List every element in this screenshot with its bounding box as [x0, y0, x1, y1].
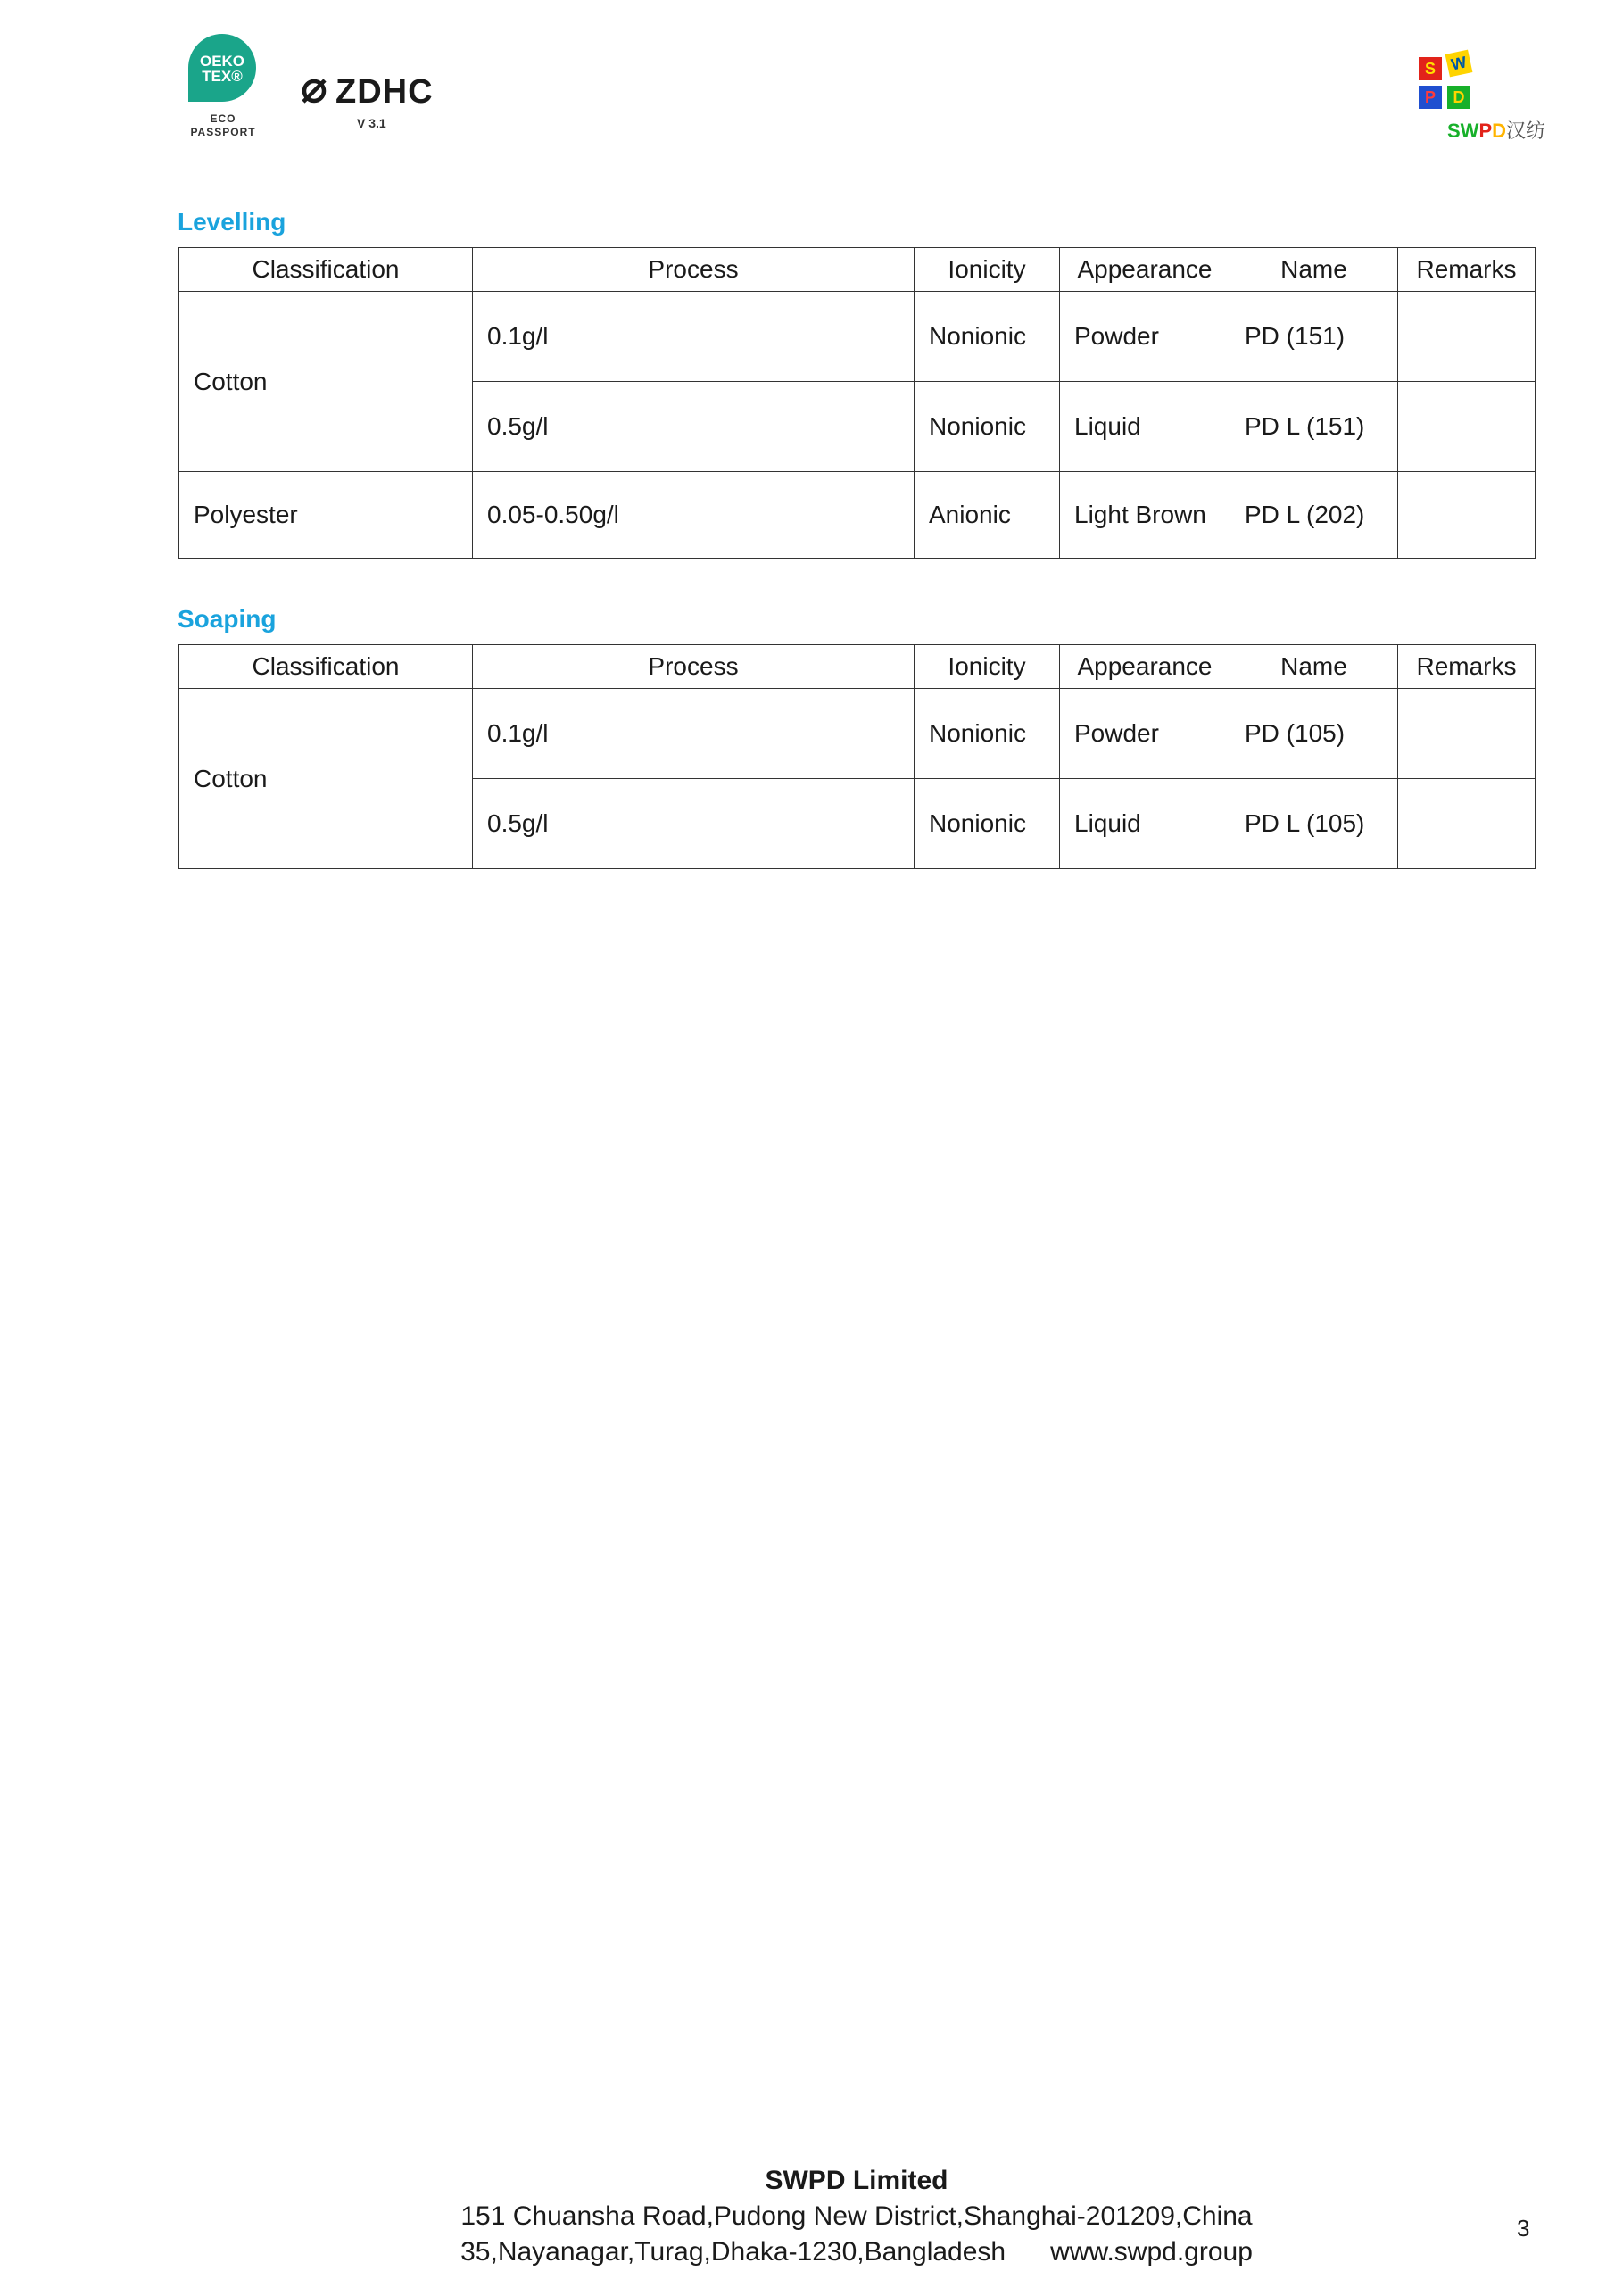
- page-footer: [357, 2163, 1356, 2270]
- remarks-cell: [1398, 382, 1536, 472]
- ionicity-cell: Nonionic: [915, 292, 1060, 382]
- appearance-cell: Powder: [1060, 689, 1230, 779]
- oeko-logo-line4: PASSPORT: [190, 126, 256, 138]
- page-number: 3: [1517, 2215, 1530, 2242]
- appearance-cell: Light Brown: [1060, 472, 1230, 559]
- levelling-title: Levelling: [178, 208, 286, 236]
- swpd-tile-p: P: [1419, 86, 1442, 109]
- process-cell: 0.1g/l: [473, 292, 915, 382]
- product-name-cell: PD L (105): [1230, 779, 1398, 869]
- footer-address-line1: 151 Chuansha Road,Pudong New District,Shanghai-201209,China: [460, 2201, 1253, 2231]
- table-row: [179, 689, 1536, 779]
- column-header-remarks: Remarks: [1398, 645, 1536, 689]
- oeko-logo-line3: ECO: [210, 112, 236, 125]
- product-name-cell: PD (151): [1230, 292, 1398, 382]
- swpd-tile-w: W: [1445, 50, 1473, 78]
- column-header-ionicity: Ionicity: [915, 248, 1060, 292]
- zdhc-logo-text: ZDHC: [335, 73, 434, 111]
- swpd-wordmark-d: D: [1492, 120, 1507, 142]
- column-header-name: Name: [1230, 645, 1398, 689]
- remarks-cell: [1398, 472, 1536, 559]
- swpd-wordmark: [1447, 116, 1545, 144]
- product-name-cell: PD L (151): [1230, 382, 1398, 472]
- column-header-name: Name: [1230, 248, 1398, 292]
- swpd-wordmark-cn: 汉纺: [1506, 120, 1546, 142]
- swpd-wordmark-p: P: [1478, 120, 1493, 142]
- column-header-remarks: Remarks: [1398, 248, 1536, 292]
- footer-address-line2-row: [357, 2234, 1356, 2270]
- footer-address-line2: 35,Nayanagar,Turag,Dhaka-1230,Bangladesh: [460, 2237, 1006, 2267]
- product-name-cell: PD (105): [1230, 689, 1398, 779]
- classification-cell: Polyester: [179, 472, 473, 559]
- oeko-logo-line1: OEKO: [199, 53, 245, 70]
- column-header-process: Process: [473, 248, 915, 292]
- remarks-cell: [1398, 779, 1536, 869]
- column-header-appearance: Appearance: [1060, 248, 1230, 292]
- appearance-cell: Liquid: [1060, 779, 1230, 869]
- column-header-appearance: Appearance: [1060, 645, 1230, 689]
- ionicity-cell: Nonionic: [915, 779, 1060, 869]
- zdhc-slashed-circle-icon: [300, 77, 328, 105]
- oeko-logo-line2: TEX®: [202, 68, 243, 85]
- ionicity-cell: Nonionic: [915, 382, 1060, 472]
- process-cell: 0.05-0.50g/l: [473, 472, 915, 559]
- product-name-cell: PD L (202): [1230, 472, 1398, 559]
- footer-website-link[interactable]: www.swpd.group: [1050, 2237, 1253, 2267]
- levelling-table: [178, 247, 1536, 559]
- appearance-cell: Liquid: [1060, 382, 1230, 472]
- table-header-row: [179, 645, 1536, 689]
- classification-cell: Cotton: [179, 292, 473, 472]
- remarks-cell: [1398, 689, 1536, 779]
- swpd-tile-d: D: [1447, 86, 1470, 109]
- appearance-cell: Powder: [1060, 292, 1230, 382]
- process-cell: 0.5g/l: [473, 779, 915, 869]
- column-header-classification: Classification: [179, 248, 473, 292]
- table-header-row: [179, 248, 1536, 292]
- swpd-wordmark-sw: SW: [1447, 120, 1479, 142]
- table-row: [179, 292, 1536, 382]
- ionicity-cell: Anionic: [915, 472, 1060, 559]
- oeko-tex-logo: [178, 34, 268, 141]
- ionicity-cell: Nonionic: [915, 689, 1060, 779]
- zdhc-logo: [300, 73, 434, 112]
- swpd-logo: [1417, 48, 1546, 146]
- soaping-table: [178, 644, 1536, 869]
- column-header-ionicity: Ionicity: [915, 645, 1060, 689]
- table-row: [179, 472, 1536, 559]
- process-cell: 0.1g/l: [473, 689, 915, 779]
- classification-cell: Cotton: [179, 689, 473, 869]
- footer-company-name: SWPD Limited: [765, 2166, 948, 2195]
- process-cell: 0.5g/l: [473, 382, 915, 472]
- oeko-tex-leaf-icon: [188, 34, 256, 102]
- remarks-cell: [1398, 292, 1536, 382]
- soaping-title: Soaping: [178, 605, 277, 633]
- zdhc-version: V 3.1: [357, 116, 386, 130]
- column-header-classification: Classification: [179, 645, 473, 689]
- column-header-process: Process: [473, 645, 915, 689]
- swpd-tile-s: S: [1419, 57, 1442, 80]
